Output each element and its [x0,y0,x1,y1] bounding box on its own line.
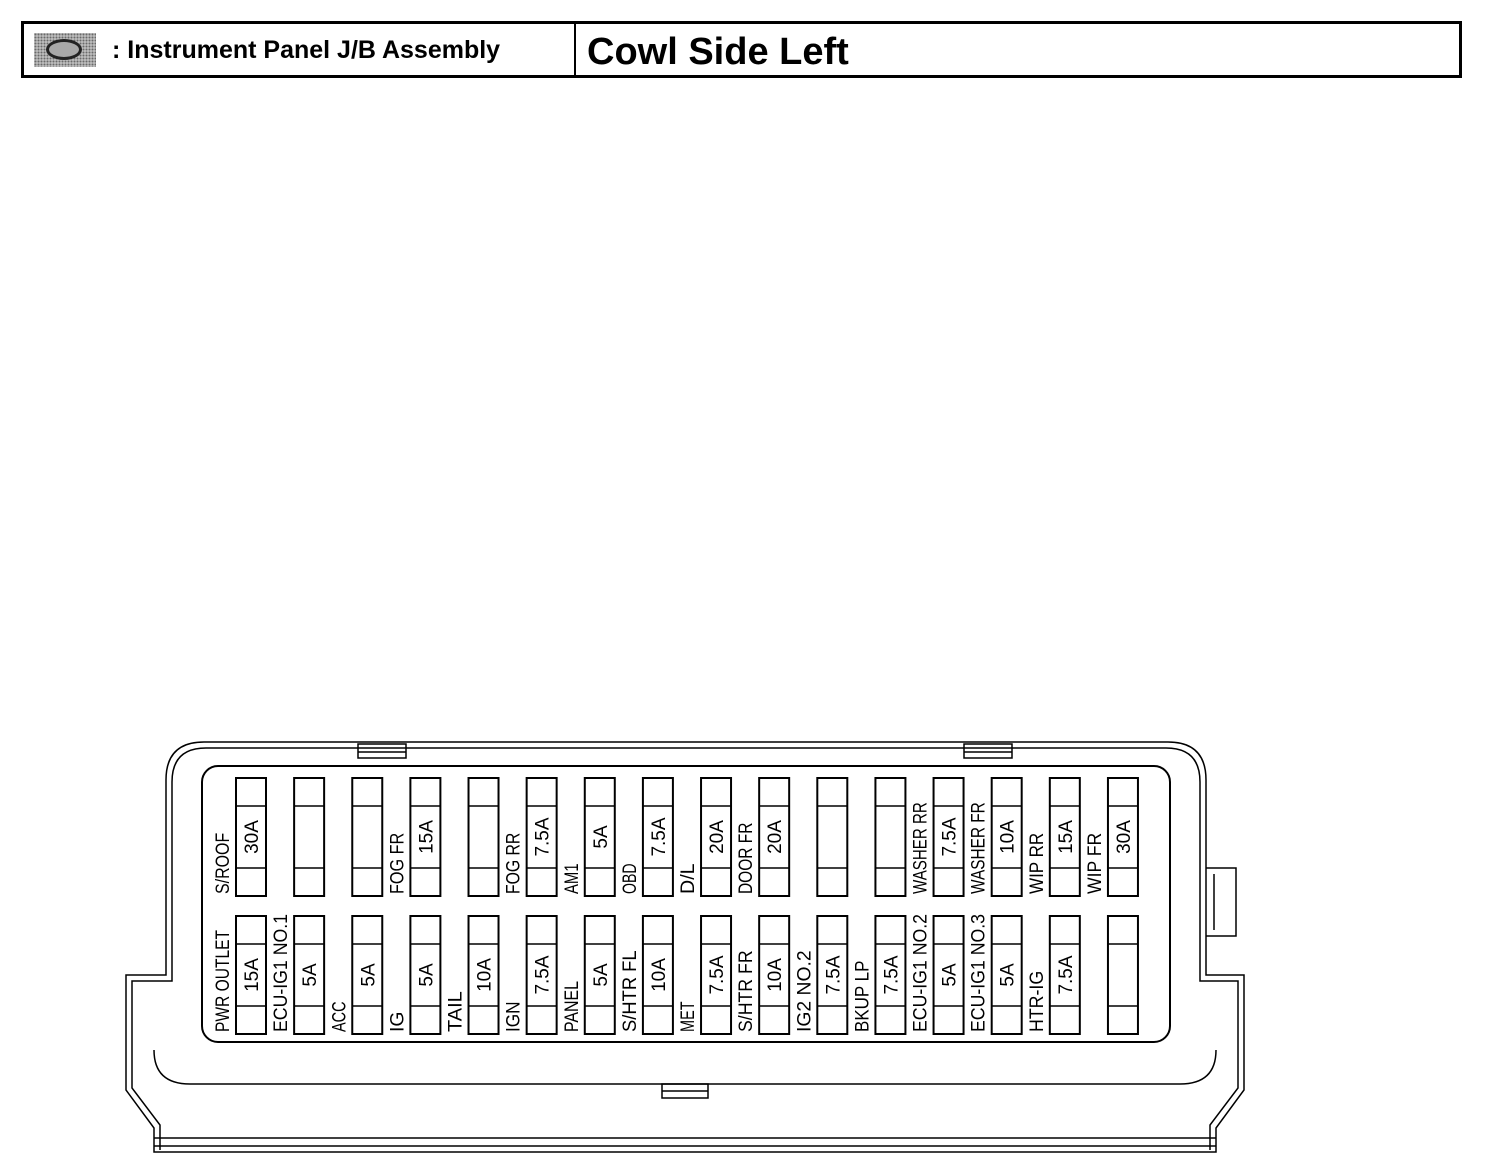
fuse-slot [910,905,964,1034]
fuse-slot [504,778,557,896]
fuse-name: DOOR FR [736,806,758,894]
fuse-slot [620,778,673,896]
fuse-amperage: 7.5A [532,955,554,995]
fuse-slot [969,778,1022,896]
fuse-name: WASHER RR [910,778,932,894]
fuse-slot [213,907,266,1034]
fuse-amperage: 15A [1055,820,1077,854]
fuse-name: ECU-IG1 NO.3 [968,905,990,1032]
fuse-name: S/ROOF [213,821,234,894]
fuse-slot [1027,916,1080,1034]
fuse-slot [678,916,731,1034]
fuse-slot [620,916,673,1034]
fuse-amperage: 10A [765,958,787,992]
fuse-amperage: 30A [1113,820,1135,854]
fuse-slot [1085,778,1138,896]
fuse-name: IG2 NO.2 [794,951,816,1032]
top-tab-left [358,744,406,758]
top-tab-right [964,744,1012,758]
assembly-title: : Instrument Panel J/B Assembly [112,36,501,64]
fuse-name: OBD [619,852,641,894]
fuse-panel [202,766,1170,1042]
fuse-amperage: 10A [474,958,496,992]
fuse-amperage: 7.5A [823,955,845,995]
fuse-slot [875,778,905,896]
fuse-name: PWR OUTLET [213,907,234,1032]
fuse-name: PANEL [561,971,583,1032]
fuse-slot [736,916,789,1034]
fuse-slot [562,778,615,896]
fuse-amperage: 5A [358,963,380,987]
fuse-slot [817,778,847,896]
fuse-slot [352,778,382,896]
fuse-amperage: 15A [416,820,438,854]
fuse-amperage: 7.5A [1055,955,1077,995]
fuse-slot [562,916,615,1034]
fuse-name: ECU-IG1 NO.2 [910,905,932,1032]
fuse-name: FOG FR [387,822,409,894]
fuse-slot [469,778,499,896]
fuse-name: AM1 [561,854,583,894]
fuse-slot [794,916,847,1034]
fuse-slot [968,905,1022,1034]
fuse-amperage: 10A [997,820,1019,854]
fuse-layer [213,778,1138,1034]
fuse-amperage: 5A [590,963,612,987]
fuse-name: S/HTR FR [736,944,758,1032]
fuse-name: WIP RR [1026,825,1048,894]
fuse-slot [1027,778,1080,896]
fuse-amperage: 15A [242,958,263,992]
fuse-name: FOG RR [503,820,525,894]
fuse-amperage: 10A [648,958,670,992]
fuse-amperage: 7.5A [532,817,554,857]
fuse-slot [446,916,499,1034]
fuse-slot [911,778,964,896]
fuse-slot [271,905,324,1034]
housing-shelf [154,1050,1216,1084]
fuse-name: MET [678,991,700,1032]
fuse-amperage: 5A [416,963,438,987]
location-title: Cowl Side Left [587,31,849,73]
fuse-amperage: 7.5A [648,817,670,857]
fuse-slot [329,916,382,1034]
fuse-name: IGN [503,998,525,1032]
fuse-amperage: 30A [242,820,263,854]
fuse-name: ACC [329,991,351,1032]
fuse-slot [736,778,789,896]
fuse-name: S/HTR FL [619,947,641,1032]
fuse-slot [387,778,440,896]
fuse-slot [294,778,324,896]
fuse-amperage: 5A [590,825,612,849]
fuse-amperage: 7.5A [881,955,903,995]
fuse-name: BKUP LP [852,952,874,1032]
fuse-name: ECU-IG1 NO.1 [271,905,293,1032]
fuse-slot [1108,916,1138,1034]
fuse-amperage: 20A [765,820,787,854]
fuse-amperage: 5A [997,963,1019,987]
fuse-slot [387,916,440,1034]
fuse-name: IG [387,1011,409,1032]
fuse-name: D/L [678,864,700,894]
fuse-amperage: 5A [939,963,961,987]
fuse-amperage: 7.5A [939,817,961,857]
fuse-name: TAIL [445,993,467,1032]
fuse-amperage: 7.5A [707,955,729,995]
fuse-amperage: 5A [300,963,322,987]
fuse-slot [852,916,905,1034]
side-tab [1206,868,1236,936]
fuse-name: HTR-IG [1026,966,1048,1032]
fuse-name: WASHER FR [968,780,990,894]
fuse-slot [213,778,266,896]
fuse-slot [678,778,731,896]
fuse-name: WIP FR [1084,827,1106,894]
fuse-slot [504,916,557,1034]
fuse-amperage: 20A [707,820,729,854]
